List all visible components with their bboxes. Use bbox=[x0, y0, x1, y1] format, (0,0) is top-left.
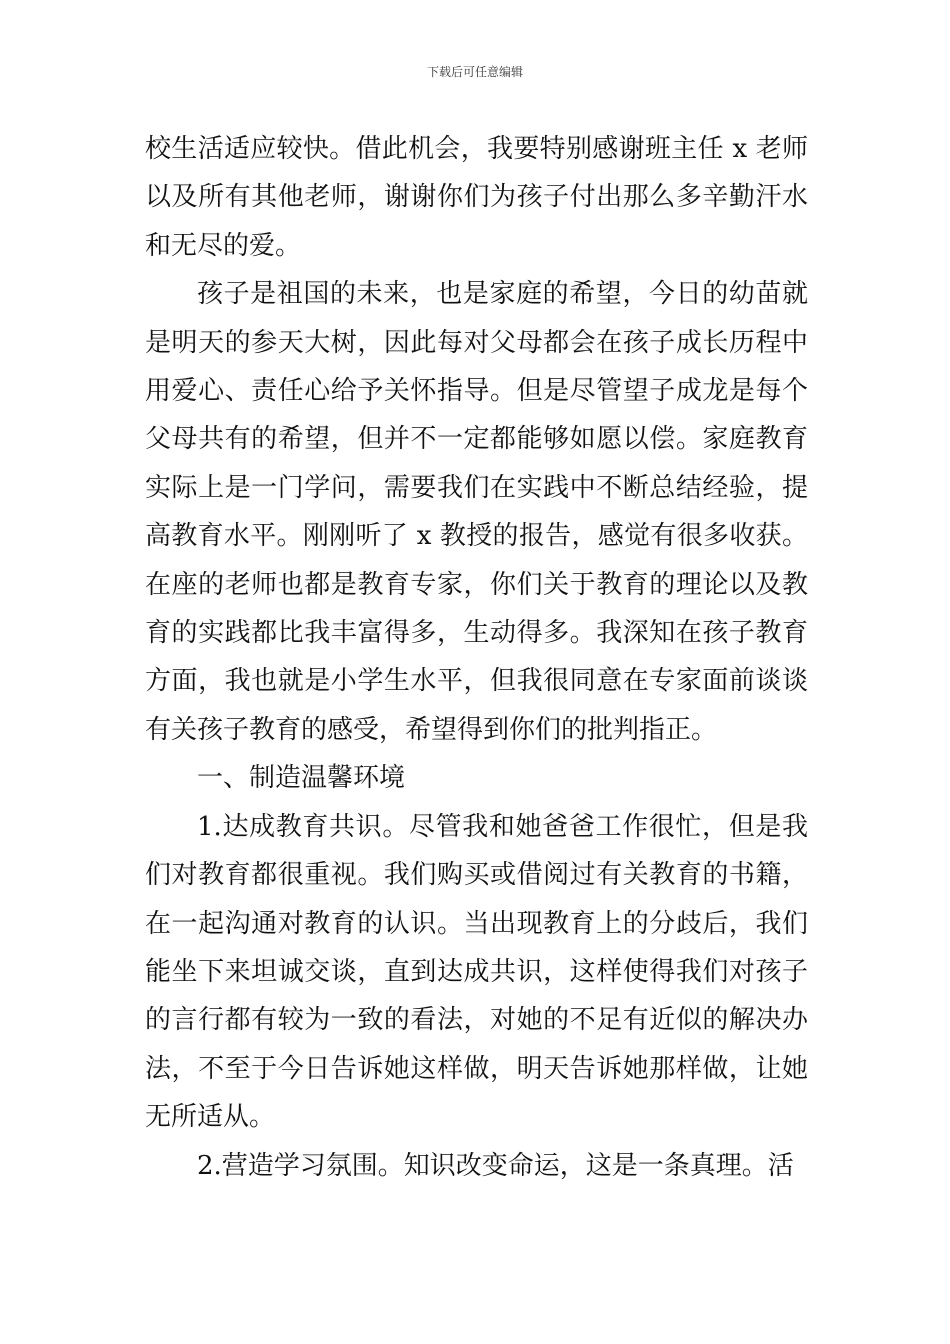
text-line: 的言行都有较为一致的看法，对她的不足有近似的解决办 bbox=[145, 1005, 808, 1036]
text-line: 1.达成教育共识。尽管我和她爸爸工作很忙，但是我 bbox=[197, 811, 808, 842]
text-line: 及所有其他老师，谢谢你们为孩子付出那么多辛勤汗水和 bbox=[145, 182, 808, 261]
text-line: 无所适从。 bbox=[145, 1102, 276, 1133]
text-line: 座的老师也都是教育专家，你们关于教育的理论以及教育 bbox=[145, 569, 808, 649]
text-line: 面，我也就是小学生水平，但我很同意在专家面前谈谈有 bbox=[145, 666, 808, 745]
text-line: 的实践都比我丰富得多，生动得多。我深知在孩子教育方 bbox=[145, 618, 808, 697]
text-line: 实际上是一门学问，需要我们在实践中不断总结经验，提 bbox=[145, 472, 808, 503]
text-line: 在一起沟通对教育的认识。当出现教育上的分歧后，我们 bbox=[145, 908, 808, 939]
text-line: 校生活适应较快。借此机会，我要特别感谢班主任 x 老师以 bbox=[145, 134, 808, 213]
text-line: 是明天的参天大树，因此每对父母都会在孩子成长历程中 bbox=[145, 327, 808, 358]
text-line: 2.营造学习氛围。知识改变命运，这是一条真理。活 bbox=[197, 1150, 794, 1181]
text-line: 孩子是祖国的未来，也是家庭的希望，今日的幼苗就 bbox=[197, 279, 808, 310]
text-line: 高教育水平。刚刚听了 x 教授的报告，感觉有很多收获。在 bbox=[145, 521, 808, 600]
text-line: 法，不至于今日告诉她这样做，明天告诉她那样做，让她 bbox=[145, 1053, 808, 1084]
text-line: 能坐下来坦诚交谈，直到达成共识，这样使得我们对孩子 bbox=[145, 956, 808, 987]
paragraph-4 bbox=[145, 1142, 808, 1190]
text-line: 父母共有的希望，但并不一定都能够如愿以偿。家庭教育 bbox=[145, 424, 808, 455]
text-line: 们对教育都很重视。我们购买或借阅过有关教育的书籍， bbox=[145, 860, 808, 891]
paragraph-2 bbox=[145, 270, 808, 754]
paragraph-3 bbox=[145, 803, 808, 1142]
text-line: 用爱心、责任心给予关怀指导。但是尽管望子成龙是每个 bbox=[145, 376, 808, 407]
text-line: 无尽的爱。 bbox=[171, 230, 302, 261]
page-header: 下载后可任意编辑 bbox=[426, 65, 523, 79]
document-body bbox=[145, 125, 808, 1190]
text-line: 关孩子教育的感受，希望得到你们的批判指正。 bbox=[171, 714, 718, 745]
section-heading bbox=[145, 754, 808, 802]
text-line: 一、制造温馨环境 bbox=[197, 763, 406, 794]
paragraph-1 bbox=[145, 125, 808, 270]
